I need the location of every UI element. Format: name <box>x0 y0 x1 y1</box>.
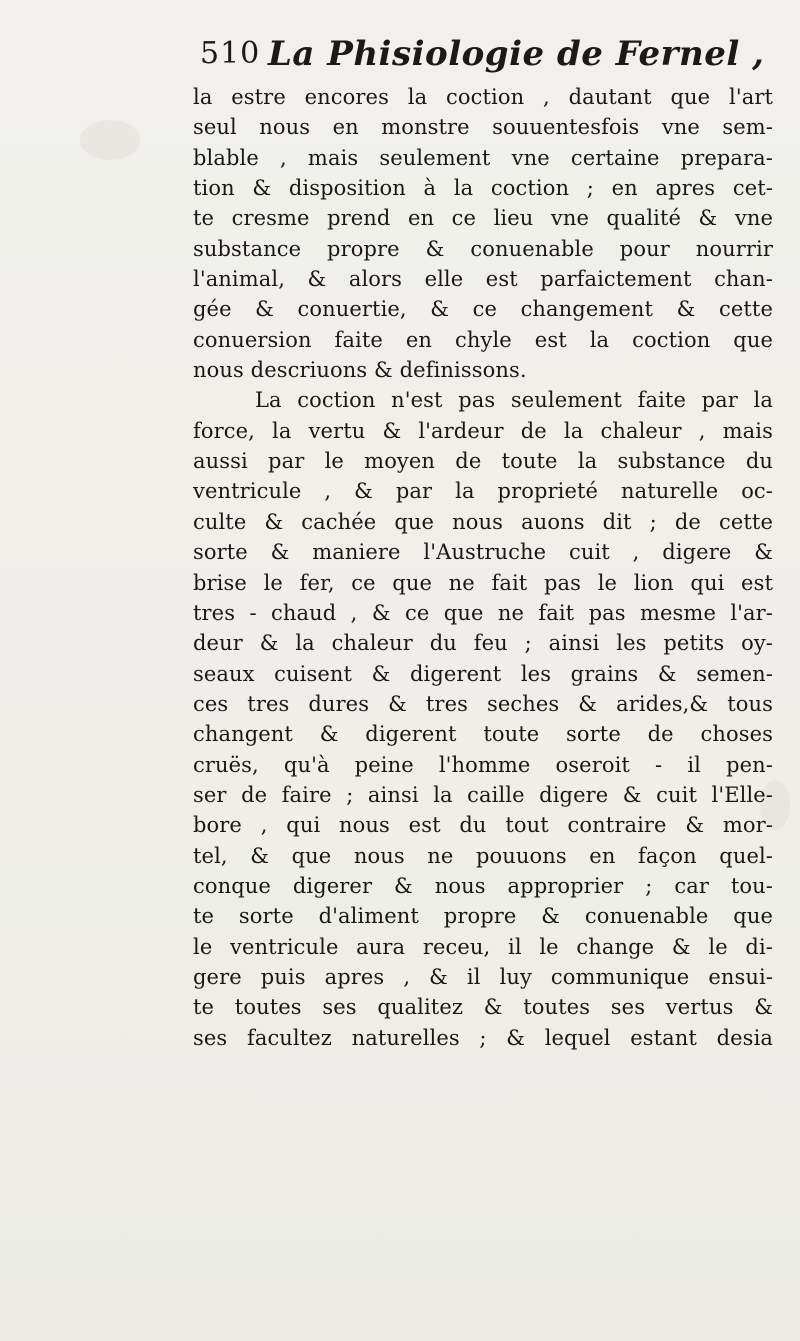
paper-stain <box>80 120 140 160</box>
text-line: gere puis apres , & il luy communique ensui- <box>193 964 773 989</box>
text-line: brise le fer, ce que ne fait pas le lion qui est <box>193 570 773 595</box>
text-line: sorte & maniere l'Austruche cuit , digere & <box>193 540 773 565</box>
paragraph-first-line: La coction n'est pas seulement faite par la <box>255 388 773 413</box>
text-line: ces tres dures & tres seches & arides,& tous <box>193 691 773 716</box>
body-text <box>193 82 773 1053</box>
text-line: te cresme prend en ce lieu vne qualité & vne <box>193 206 773 231</box>
text-line: aussi par le moyen de toute la substance du <box>193 449 773 474</box>
text-line: te toutes ses qualitez & toutes ses vertus & <box>193 995 773 1020</box>
text-line: culte & cachée que nous auons dit ; de cette <box>193 509 773 534</box>
text-line: tres - chaud , & ce que ne fait pas mesme l'ar- <box>193 600 773 625</box>
text-line: conque digerer & nous approprier ; car tou- <box>193 873 773 898</box>
text-line: bore , qui nous est du tout contraire & mor- <box>193 813 773 838</box>
text-line: le ventricule aura receu, il le change & le di- <box>193 934 773 959</box>
text-line: ser de faire ; ainsi la caille digere & cuit l'Elle- <box>193 782 773 807</box>
text-line: l'animal, & alors elle est parfaictement chan- <box>193 267 773 292</box>
text-line: conuersion faite en chyle est la coction que <box>193 327 773 352</box>
text-line: tel, & que nous ne pouuons en façon quel- <box>193 843 773 868</box>
text-line: gée & conuertie, & ce changement & cette <box>193 297 773 322</box>
text-line: seaux cuisent & digerent les grains & semen- <box>193 661 773 686</box>
text-line: blable , mais seulement vne certaine prepara- <box>193 145 773 170</box>
text-line: seul nous en monstre souuentesfois vne sem- <box>193 115 773 140</box>
text-line: changent & digerent toute sorte de choses <box>193 722 773 747</box>
text-line: te sorte d'aliment propre & conuenable que <box>193 904 773 929</box>
text-line: la estre encores la coction , dautant que l'art <box>193 85 773 109</box>
text-line: ses facultez naturelles ; & lequel estant desia <box>193 1025 773 1050</box>
text-line: tion & disposition à la coction ; en apres cet- <box>193 176 773 201</box>
text-line: substance propre & conuenable pour nourrir <box>193 236 773 261</box>
page-number: 510 <box>200 36 261 71</box>
text-line: cruës, qu'à peine l'homme oseroit - il pen- <box>193 752 773 777</box>
text-line: force, la vertu & l'ardeur de la chaleur , mais <box>193 418 773 443</box>
running-title: La Phisiologie de Fernel , <box>268 34 765 74</box>
page-header <box>200 30 765 84</box>
text-line: deur & la chaleur du feu ; ainsi les petits oy- <box>193 631 773 656</box>
text-line: ventricule , & par la proprieté naturelle oc- <box>193 479 773 504</box>
text-line: nous descriuons & definissons. <box>193 358 527 383</box>
